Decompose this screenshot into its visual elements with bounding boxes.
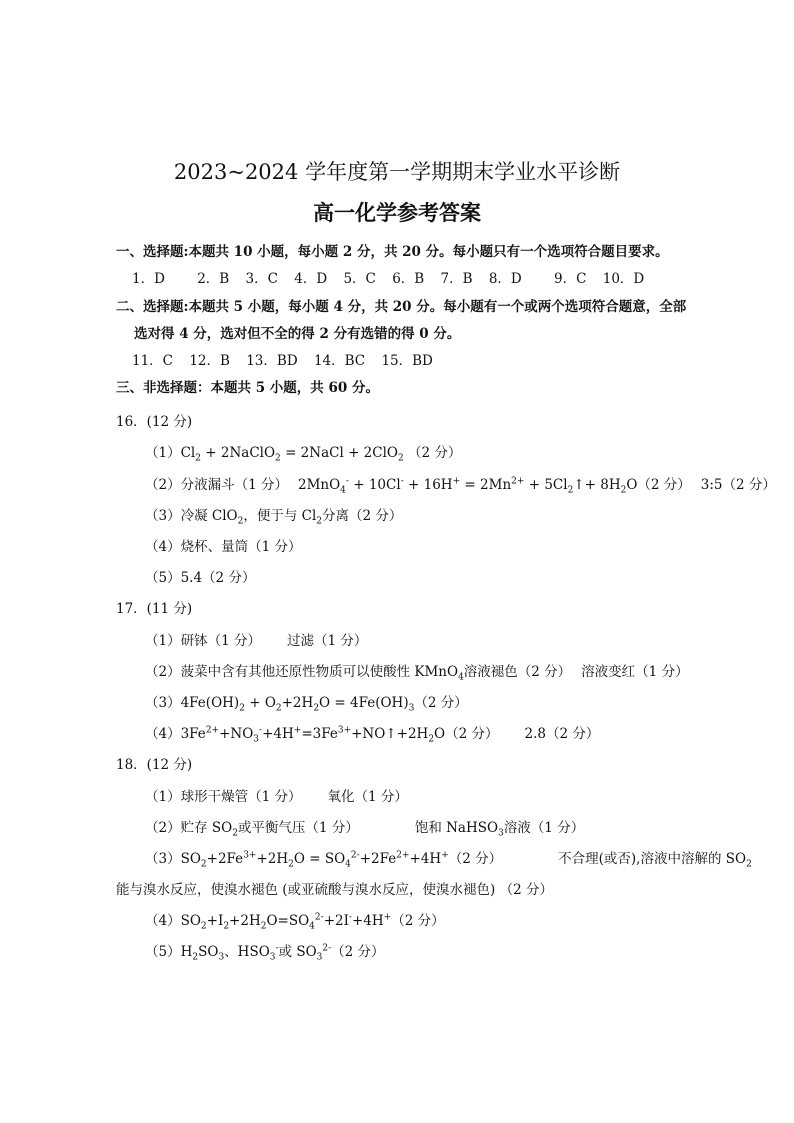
q16-label: 16．(12 分) xyxy=(116,414,193,430)
q16-part2: （2）分液漏斗（1 分） $2MnO_4^- + 10Cl^- + 16H^+ = 2Mn^{2+}$ + $5Cl_2↑+ 8H_2O(2$ 分） 3:5（2 分） xyxy=(145,476,776,496)
answer-1: 1．D xyxy=(132,271,165,287)
q17-part4: $(4)3Fe^{2+}+NO_3^-+4H^+=3Fe^{3+}+NO↑+2H_2O(2$ 分） 2.8（2 分） xyxy=(145,725,600,745)
q18-part4: $(4)SO_2+I_2+2H_2O=SO_4^{2-}+2I^-+4H^+(2$ 分） xyxy=(145,912,445,932)
q17-part2: （2）菠菜中含有其他还原性物质可以使酸性 KMnO$_4$溶液褪色（2 分） 溶液变红（1 分） xyxy=(145,664,689,683)
answer-8: 8．D xyxy=(488,271,522,287)
answer-6: 6．B xyxy=(392,271,425,287)
section2-answers xyxy=(132,352,433,370)
answer-7: 7．B xyxy=(440,271,473,287)
q16-part4: （4）烧杯、量筒（1 分） xyxy=(145,539,302,555)
section1-heading: 一、选择题:本题共 10 小题，每小题 2 分，共 20 分。每小题只有一个选项符合题目要求。 xyxy=(116,244,669,260)
q18-part1: （1）球形干燥管（1 分） 氧化（1 分） xyxy=(145,789,408,805)
q18-part5: $(5)H_2SO_3$、$HSO_3^-$或 $SO_3^{2-}(2$ 分） xyxy=(145,943,385,963)
q17-part1: （1）研钵（1 分） 过滤（1 分） xyxy=(145,633,368,649)
q18-part3: $(3)SO_2+2Fe^{3+}+2H_2O = SO_4^{2-}+2Fe^{2+}+4H^+(2$ 分） 不合理(或否),溶液中溶解的 $SO_2$ xyxy=(145,850,752,870)
section3-heading: 三、非选择题：本题共 5 小题，共 60 分。 xyxy=(116,380,379,396)
answer-12: 12．B xyxy=(189,353,230,369)
section2-heading-line1: 二、选择题:本题共 5 小题，每小题 4 分，共 20 分。每小题有一个或两个选项符合题意，全部 xyxy=(116,299,687,315)
answer-13: 13．BD xyxy=(246,353,298,369)
q17-label: 17．(11 分) xyxy=(116,601,193,617)
answer-3: 3．C xyxy=(245,271,278,287)
answer-14: 14．BC xyxy=(313,353,366,369)
page-title: 2023~2024 学年度第一学期期末学业水平诊断 xyxy=(173,160,621,184)
answer-2: 2．B xyxy=(197,271,230,287)
answer-4: 4．D xyxy=(294,271,328,287)
page-subtitle: 高一化学参考答案 xyxy=(313,201,481,225)
answer-5: 5．C xyxy=(343,271,376,287)
section1-answers xyxy=(132,270,644,288)
answer-11: 11．C xyxy=(132,353,174,369)
answer-10: 10．D xyxy=(602,271,645,287)
q18-part3-line2: 能与溴水反应，使溴水褪色 (或亚硫酸与溴水反应，使溴水褪色) （2 分） xyxy=(116,882,553,898)
answer-15: 15．BD xyxy=(381,353,433,369)
q16-part5: （5）5.4（2 分） xyxy=(145,570,256,586)
q16-part1: $(1)Cl_2$ + 2NaClO$_2$ = 2NaCl + 2ClO$_2$ （2 分） xyxy=(145,445,462,464)
section2-heading-line2: 选对得 4 分，选对但不全的得 2 分有选错的得 0 分。 xyxy=(134,326,461,342)
q17-part3: $(3)4Fe(OH)_2 + O_2+2H_2O = 4Fe(OH)_3(2$ 分） xyxy=(145,695,468,714)
q18-label: 18．(12 分) xyxy=(116,757,193,773)
q18-part2: （2）贮存 $SO_2$或平衡气压（1 分） 饱和 NaHSO$_3$溶液（1 分） xyxy=(145,820,585,839)
answer-9: 9．C xyxy=(554,271,587,287)
q16-part3: （3）冷凝 ClO$_2$，便于与 $Cl_2$分离（2 分） xyxy=(145,508,403,527)
